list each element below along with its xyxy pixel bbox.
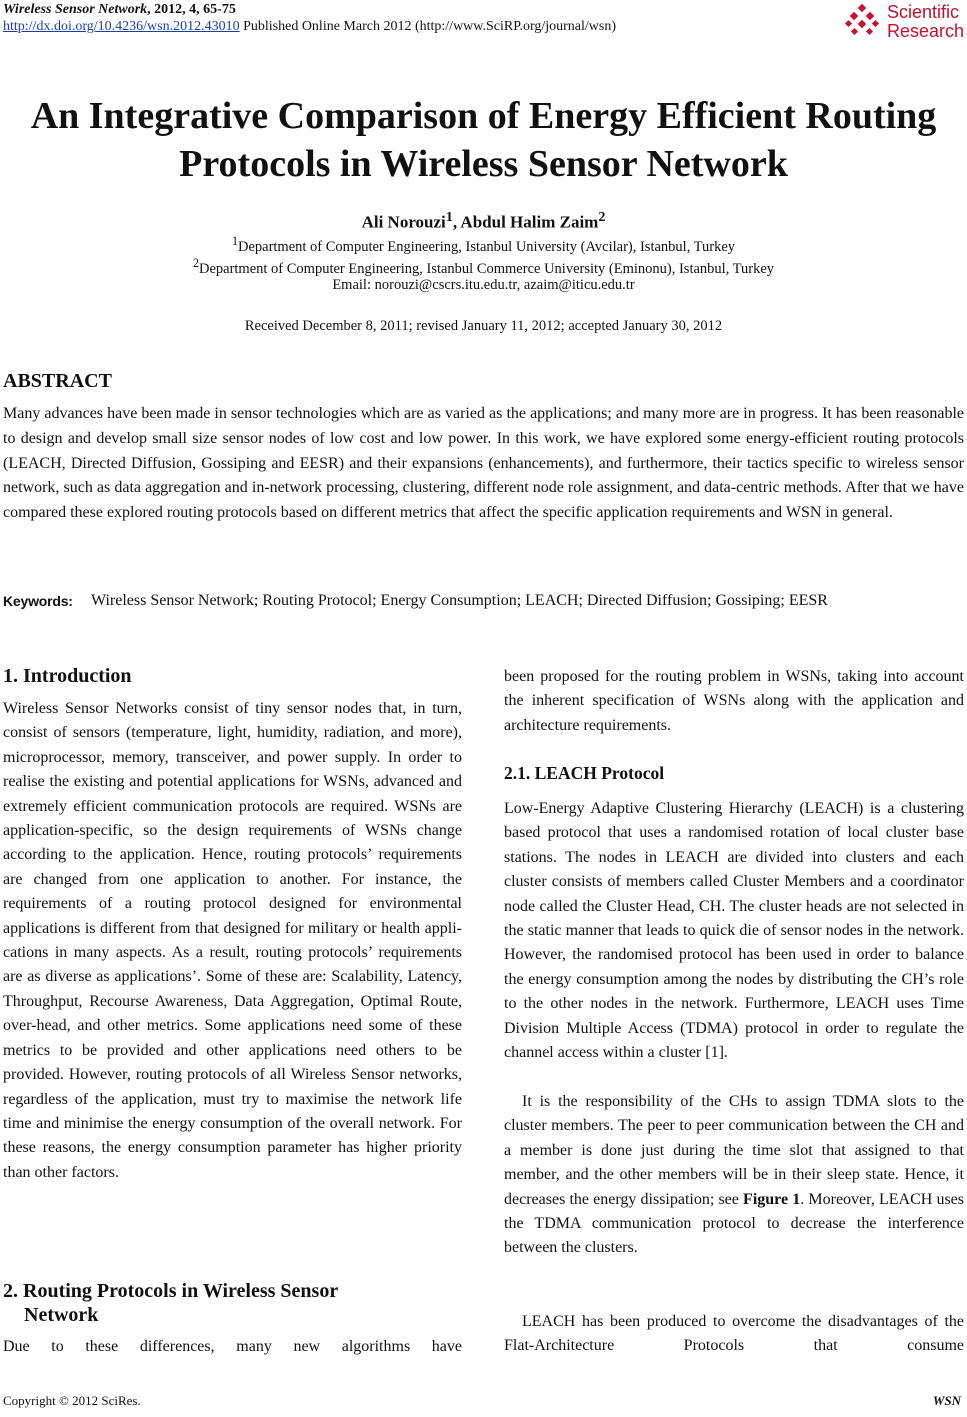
scientific-research-logo (843, 3, 963, 43)
section-2-1-heading: 2.1. LEACH Protocol (504, 763, 665, 783)
author-2: Abdul Halim Zaim (460, 212, 599, 232)
email-line: Email: norouzi@cscrs.itu.edu.tr, azaim@iticu.edu.tr (332, 277, 635, 293)
keywords-label: Keywords: (3, 593, 73, 609)
volume-info: , 2012, 4, 65-75 (147, 2, 236, 17)
doi-line (3, 19, 616, 35)
doi-link[interactable]: http://dx.doi.org/10.4236/wsn.2012.43010 (3, 19, 240, 34)
journal-name: Wireless Sensor Network (3, 2, 148, 17)
footer-journal-abbr: WSN (932, 1393, 961, 1408)
logo-text: Scientific Research (887, 2, 965, 41)
abstract-text: Many advances have been made in sensor technologies which are as varied as the applications; and many more are in progress. It has been reasonable to design and develop small size sensor nodes of low cost and low power. In this work, we have explored some energy-efficient routing protocols (LEACH, Directed Diffusion, Gossiping and EESR) and their expansions (enhancements), and furthermore, their tactics specific to wireless sensor network, such as data aggregation and in-network processing, clustering, different node role assignment, and data-centric methods. After that we have compared these explored routing protocols based on different metrics that affect the specific application requirements and WSN in general. (3, 405, 964, 522)
keywords-text: Wireless Sensor Network; Routing Protocol; Energy Consumption; LEACH; Directed Diffusion; Gossiping; EESR (91, 592, 828, 609)
section-1-heading: 1. Introduction (3, 665, 132, 687)
affiliation-2: $^2$Department of Computer Engineering, Istanbul Commerce University (Eminonu), Istanbul, Turkey (192, 256, 775, 277)
leach-paragraph-1: Low-Energy Adaptive Clustering Hierarchy (LEACH) is a clustering based protocol that uses a randomised rotation of local cluster base stations. The nodes in LEACH are divided into clusters and each cluster consists of members called Cluster Members and a coordinator node called the Cluster Head, CH. The cluster heads are not selected in the static manner that leads to quick die of sensor nodes in the network. However, the randomised protocol has been used in order to balance the energy consumption among the nodes by distributing the CH’s role to the other nodes in the network. Furthermore, LEACH uses Time Division Multiple Access (TDMA) protocol in order to regulate the channel access within a cluster [1]. (504, 800, 964, 1062)
published-info: Published Online March 2012 (http://www.SciRP.org/journal/wsn) (239, 19, 617, 34)
author-list: Ali Norouzi$^1$, Abdul Halim Zaim$^2$ (361, 209, 606, 232)
section-2-text: Due to these differences, many new algorithms have (3, 1338, 462, 1355)
section-2-heading: 2. Routing Protocols in Wireless Sensor Network (3, 1280, 339, 1326)
logo-mark-icon (843, 3, 883, 43)
footer-copyright: Copyright © 2012 SciRes. (3, 1393, 141, 1408)
figure-1-ref[interactable]: Figure 1 (743, 1190, 801, 1208)
affiliation-1: $^1$Department of Computer Engineering, Istanbul University (Avcilar), Istanbul, Turkey (231, 234, 736, 255)
keywords (3, 589, 964, 614)
received-dates: Received December 8, 2011; revised January 11, 2012; accepted January 30, 2012 (244, 318, 723, 334)
journal-citation (3, 2, 236, 18)
abstract-heading: ABSTRACT (3, 370, 112, 392)
paper-title: An Integrative Comparison of Energy Efficient Routing Protocols in Wireless Sensor Network (30, 95, 937, 185)
author-1: Ali Norouzi (361, 212, 446, 232)
section-2-continued: been proposed for the routing problem in WSNs, taking into account the inherent specification of WSNs along with the application and architecture requirements. (504, 668, 964, 734)
section-1-text: Wireless Sensor Networks consist of tiny sensor nodes that, in turn, consist of sensors (temperature, light, humidity, radiation, and more), microprocessor, memory, transceiver, and power supply. In order to realise the existing and potential applications for WSNs, advanced and extremely efficient communication protocols are required. WSNs are application-specific, so the design requirements of WSNs change according to the application. Hence, routing protocols’ requirements are changed from one application to another. For instance, the requirements of a routing protocol designed for environmental applications is different from that designed for military or health applications in many aspects. As a result, routing protocols’ requirements are as diverse as applications’. Some of these are: Scalability, Latency, Throughput, Recourse Awareness, Data Aggregation, Optimal Route, over-head, and other metrics. Some applications need some of these metrics to be provided and other applications need others to be provided. However, routing protocols of all Wireless Sensor networks, regardless of the application, must try to maximise the network life time and minimise the energy consumption of the overall network. For these reasons, the energy consumption parameter has higher priority than other factors. (3, 700, 462, 1181)
leach-paragraph-3: LEACH has been produced to overcome the disadvantages of the Flat-Architecture Protocols that consume (504, 1313, 964, 1355)
leach-paragraph-2: It is the responsibility of the CHs to assign TDMA slots to the cluster members. The peer to peer communication between the CH and a member is done just during the time slot that assigned to that member, and the other members will be in their sleep state. Hence, it decreases the energy dissipation; see Figure 1. Moreover, LEACH uses the TDMA communication protocol to decrease the interference between the clusters. (504, 1093, 965, 1257)
